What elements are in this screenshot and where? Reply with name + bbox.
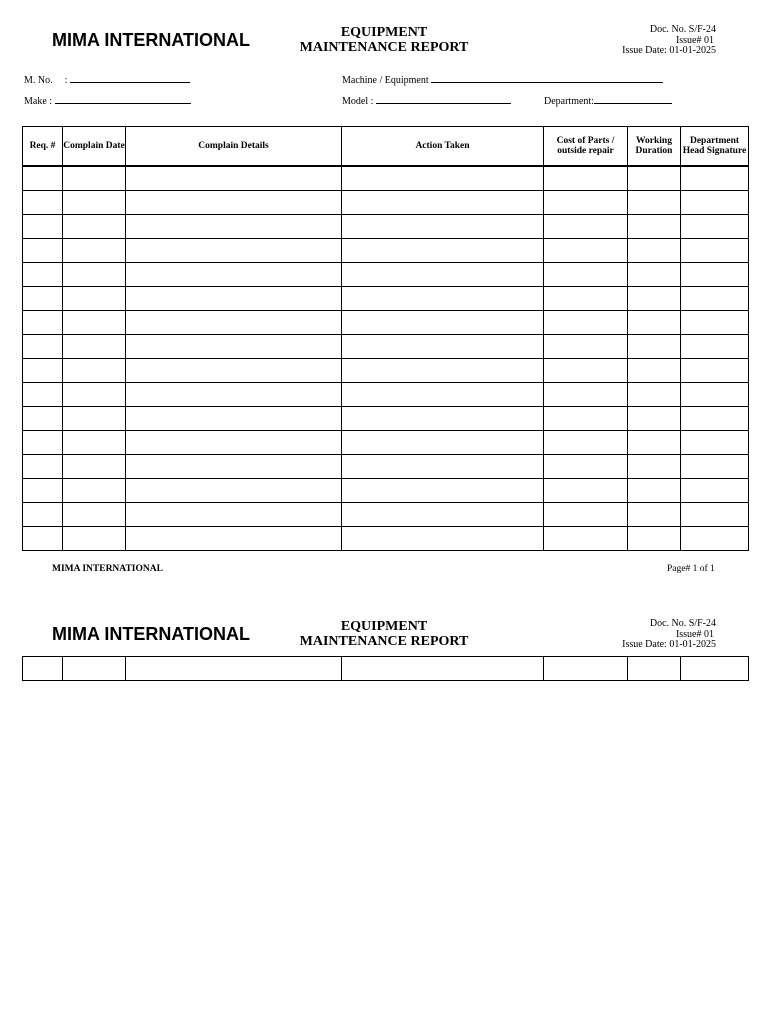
table-cell[interactable] — [628, 657, 681, 681]
model-label: Model : — [342, 96, 374, 107]
issue-number: Issue# 01 — [675, 34, 714, 46]
table-cell[interactable] — [126, 239, 342, 263]
department-label: Department: — [544, 96, 594, 107]
table-cell[interactable] — [23, 527, 63, 551]
table-cell[interactable] — [342, 657, 544, 681]
table-cell[interactable] — [63, 503, 126, 527]
report-title-page2 — [264, 619, 504, 649]
table-cell[interactable] — [628, 407, 681, 431]
col-header-req: Req. # — [23, 127, 63, 167]
issue-date: Issue Date: 01-01-2025 — [622, 45, 716, 56]
table-cell[interactable] — [681, 479, 749, 503]
table-cell[interactable] — [342, 407, 544, 431]
table-cell[interactable] — [681, 287, 749, 311]
table-cell[interactable] — [544, 657, 628, 681]
table-cell[interactable] — [544, 383, 628, 407]
issue-number-page2: Issue# 01 — [675, 628, 714, 640]
table-cell[interactable] — [126, 527, 342, 551]
table-cell[interactable] — [628, 479, 681, 503]
table-cell[interactable] — [681, 166, 749, 191]
table-row — [23, 527, 749, 551]
table-cell[interactable] — [126, 503, 342, 527]
table-cell[interactable] — [63, 383, 126, 407]
table-cell[interactable] — [126, 287, 342, 311]
table-cell[interactable] — [342, 287, 544, 311]
table-cell[interactable] — [126, 407, 342, 431]
table-cell[interactable] — [544, 527, 628, 551]
table-row — [23, 455, 749, 479]
make-input-line[interactable] — [55, 95, 191, 104]
doc-number: Doc. No. S/F-24 — [649, 24, 716, 35]
table-cell[interactable] — [63, 455, 126, 479]
table-cell[interactable] — [23, 479, 63, 503]
table-cell[interactable] — [681, 263, 749, 287]
table-cell[interactable] — [628, 191, 681, 215]
table-cell[interactable] — [544, 407, 628, 431]
table-cell[interactable] — [23, 657, 63, 681]
table-cell[interactable] — [23, 455, 63, 479]
table-cell[interactable] — [544, 263, 628, 287]
table-cell[interactable] — [63, 359, 126, 383]
table-row — [23, 311, 749, 335]
table-cell[interactable] — [628, 287, 681, 311]
table-cell[interactable] — [23, 503, 63, 527]
table-cell[interactable] — [63, 287, 126, 311]
table-cell[interactable] — [63, 239, 126, 263]
continuation-table — [22, 656, 749, 681]
report-title-line2: MAINTENANCE REPORT — [299, 40, 469, 55]
table-cell[interactable] — [681, 657, 749, 681]
table-cell[interactable] — [63, 166, 126, 191]
table-cell[interactable] — [23, 215, 63, 239]
m-no-input-line[interactable] — [70, 74, 190, 83]
table-cell[interactable] — [544, 191, 628, 215]
table-row — [23, 335, 749, 359]
footer-company: MIMA INTERNATIONAL — [52, 564, 163, 574]
table-cell[interactable] — [628, 359, 681, 383]
table-cell[interactable] — [63, 431, 126, 455]
table-cell[interactable] — [63, 527, 126, 551]
table-cell[interactable] — [342, 383, 544, 407]
table-cell[interactable] — [126, 479, 342, 503]
table-cell[interactable] — [63, 479, 126, 503]
table-cell[interactable] — [342, 166, 544, 191]
table-cell[interactable] — [23, 239, 63, 263]
machine-field — [342, 74, 663, 86]
table-cell[interactable] — [63, 335, 126, 359]
table-cell[interactable] — [681, 215, 749, 239]
table-row — [23, 657, 749, 681]
table-cell[interactable] — [63, 311, 126, 335]
table-row — [23, 383, 749, 407]
table-row — [23, 191, 749, 215]
col-header-cost: Cost of Parts / outside repair — [544, 127, 628, 167]
table-row — [23, 407, 749, 431]
col-header-signature: Department Head Signature — [681, 127, 749, 167]
table-cell[interactable] — [342, 191, 544, 215]
m-no-label: M. No. — [24, 75, 53, 86]
report-title-line1-page2: EQUIPMENT — [340, 619, 428, 634]
report-title-line2-page2: MAINTENANCE REPORT — [299, 634, 469, 649]
table-cell[interactable] — [628, 311, 681, 335]
department-field — [544, 95, 672, 107]
table-cell[interactable] — [126, 383, 342, 407]
table-cell[interactable] — [544, 431, 628, 455]
table-row — [23, 263, 749, 287]
table-cell[interactable] — [544, 335, 628, 359]
table-cell[interactable] — [628, 455, 681, 479]
table-cell[interactable] — [23, 335, 63, 359]
model-field — [342, 95, 511, 107]
table-cell[interactable] — [126, 215, 342, 239]
table-cell[interactable] — [63, 657, 126, 681]
table-cell[interactable] — [342, 479, 544, 503]
table-cell[interactable] — [23, 166, 63, 191]
table-cell[interactable] — [23, 431, 63, 455]
table-cell[interactable] — [342, 359, 544, 383]
table-cell[interactable] — [544, 455, 628, 479]
table-cell[interactable] — [681, 527, 749, 551]
maintenance-table — [22, 126, 749, 551]
table-cell[interactable] — [544, 311, 628, 335]
report-title-line1: EQUIPMENT — [340, 25, 428, 40]
table-cell[interactable] — [63, 407, 126, 431]
table-cell[interactable] — [681, 191, 749, 215]
table-cell[interactable] — [628, 431, 681, 455]
model-input-line[interactable] — [376, 95, 511, 104]
table-cell[interactable] — [544, 215, 628, 239]
table-cell[interactable] — [126, 191, 342, 215]
m-no-colon: : — [64, 75, 68, 86]
table-cell[interactable] — [544, 166, 628, 191]
table-row — [23, 479, 749, 503]
table-cell[interactable] — [126, 359, 342, 383]
report-title — [264, 25, 504, 55]
table-cell[interactable] — [342, 311, 544, 335]
table-cell[interactable] — [544, 503, 628, 527]
table-cell[interactable] — [23, 311, 63, 335]
table-cell[interactable] — [126, 263, 342, 287]
table-row — [23, 431, 749, 455]
col-header-complain-date: Complain Date — [63, 127, 126, 167]
table-cell[interactable] — [126, 335, 342, 359]
table-cell[interactable] — [681, 407, 749, 431]
department-input-line[interactable] — [594, 95, 672, 104]
page-number: Page# 1 of 1 — [667, 564, 715, 574]
table-cell[interactable] — [63, 191, 126, 215]
table-cell[interactable] — [126, 431, 342, 455]
table-cell[interactable] — [628, 263, 681, 287]
make-field — [24, 95, 191, 107]
table-row — [23, 215, 749, 239]
table-cell[interactable] — [126, 455, 342, 479]
table-cell[interactable] — [23, 263, 63, 287]
table-cell[interactable] — [681, 335, 749, 359]
machine-label: Machine / Equipment — [342, 75, 429, 86]
table-cell[interactable] — [342, 239, 544, 263]
table-cell[interactable] — [63, 215, 126, 239]
col-header-working-duration: Working Duration — [628, 127, 681, 167]
table-cell[interactable] — [23, 287, 63, 311]
table-cell[interactable] — [628, 166, 681, 191]
make-label: Make : — [24, 96, 53, 107]
table-cell[interactable] — [681, 311, 749, 335]
table-cell[interactable] — [544, 359, 628, 383]
table-cell[interactable] — [126, 311, 342, 335]
table-cell[interactable] — [544, 287, 628, 311]
table-cell[interactable] — [63, 263, 126, 287]
table-cell[interactable] — [342, 527, 544, 551]
table-cell[interactable] — [342, 455, 544, 479]
table-row — [23, 166, 749, 191]
table-row — [23, 359, 749, 383]
table-cell[interactable] — [342, 503, 544, 527]
table-row — [23, 239, 749, 263]
doc-number-page2: Doc. No. S/F-24 — [649, 618, 716, 629]
table-row — [23, 287, 749, 311]
col-header-complain-details: Complain Details — [126, 127, 342, 167]
table-cell[interactable] — [681, 359, 749, 383]
table-cell[interactable] — [681, 431, 749, 455]
table-cell[interactable] — [23, 191, 63, 215]
table-cell[interactable] — [628, 503, 681, 527]
table-cell[interactable] — [544, 239, 628, 263]
table-cell[interactable] — [342, 431, 544, 455]
col-header-action-taken: Action Taken — [342, 127, 544, 167]
company-name: MIMA INTERNATIONAL — [52, 30, 250, 50]
table-cell[interactable] — [628, 215, 681, 239]
table-row — [23, 503, 749, 527]
table-cell[interactable] — [23, 359, 63, 383]
table-header-row — [23, 127, 749, 167]
table-cell[interactable] — [544, 479, 628, 503]
table-cell[interactable] — [342, 335, 544, 359]
m-no-field — [24, 74, 190, 86]
table-cell[interactable] — [628, 239, 681, 263]
machine-input-line[interactable] — [431, 74, 663, 83]
table-cell[interactable] — [628, 383, 681, 407]
company-name-page2: MIMA INTERNATIONAL — [52, 624, 250, 644]
table-cell[interactable] — [681, 455, 749, 479]
table-cell[interactable] — [681, 239, 749, 263]
table-cell[interactable] — [342, 215, 544, 239]
doc-info-page2 — [556, 619, 716, 651]
table-cell[interactable] — [628, 527, 681, 551]
table-cell[interactable] — [681, 383, 749, 407]
table-cell[interactable] — [681, 503, 749, 527]
doc-info — [556, 25, 716, 57]
table-cell[interactable] — [628, 335, 681, 359]
table-cell[interactable] — [126, 166, 342, 191]
table-cell[interactable] — [342, 263, 544, 287]
table-cell[interactable] — [126, 657, 342, 681]
table-cell[interactable] — [23, 383, 63, 407]
issue-date-page2: Issue Date: 01-01-2025 — [622, 639, 716, 650]
table-cell[interactable] — [23, 407, 63, 431]
